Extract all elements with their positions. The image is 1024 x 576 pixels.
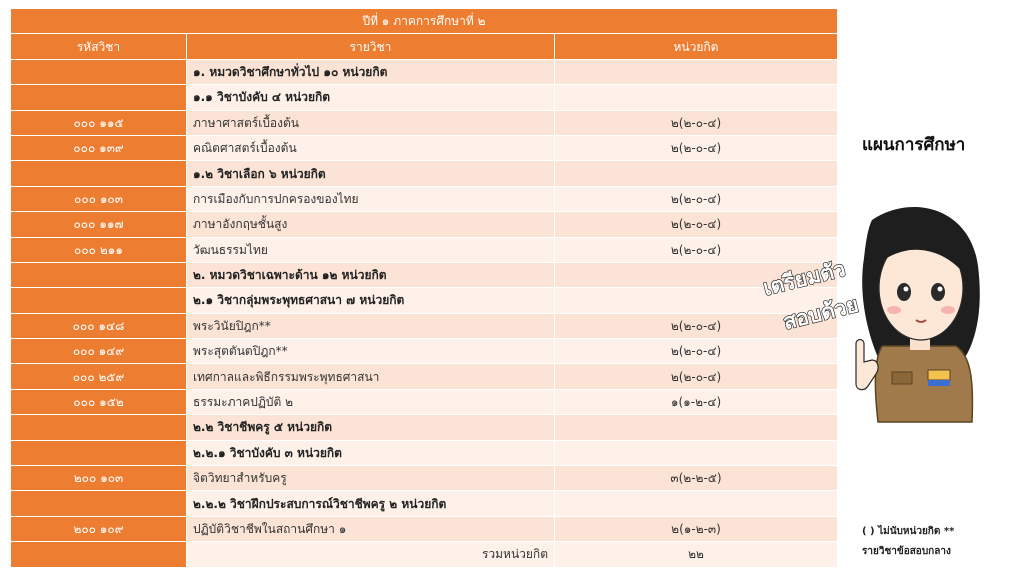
course-credits xyxy=(555,440,838,465)
course-code xyxy=(11,288,187,313)
speech-text-line1: เตรียมตัว xyxy=(760,256,848,301)
course-name: พระวินัยปิฎก** xyxy=(187,313,555,338)
header-course-name: รายวิชา xyxy=(187,34,555,59)
course-code: ๐๐๐ ๑๔๘ xyxy=(11,313,187,338)
course-credits: ๒(๒-๐-๔) xyxy=(555,339,838,364)
course-code xyxy=(11,85,187,110)
course-name: ภาษาอังกฤษชั้นสูง xyxy=(187,212,555,237)
mascot-uniform-icon xyxy=(875,346,972,422)
course-code: ๒๐๐ ๑๐๓ xyxy=(11,466,187,491)
course-code: ๐๐๐ ๑๕๒ xyxy=(11,389,187,414)
course-credits: ๒(๑-๒-๓) xyxy=(555,516,838,541)
course-credits: ๓(๒-๒-๕) xyxy=(555,466,838,491)
teacher-mascot-illustration xyxy=(760,196,1010,424)
course-credits: ๒(๒-๐-๔) xyxy=(555,212,838,237)
course-credits: ๑(๑-๒-๔) xyxy=(555,389,838,414)
table-title: ปีที่ ๑ ภาคการศึกษาที่ ๒ xyxy=(11,9,838,34)
course-credits xyxy=(555,491,838,516)
course-name: การเมืองกับการปกครองของไทย xyxy=(187,186,555,211)
course-code xyxy=(11,161,187,186)
course-code: ๒๐๐ ๑๐๙ xyxy=(11,516,187,541)
total-row xyxy=(11,542,838,567)
table-row xyxy=(11,415,838,440)
course-name: ธรรมะภาคปฏิบัติ ๒ xyxy=(187,389,555,414)
course-name: ปฏิบัติวิชาชีพในสถานศึกษา ๑ xyxy=(187,516,555,541)
course-credits: ๒(๒-๐-๔) xyxy=(555,364,838,389)
course-code: ๐๐๐ ๒๕๙ xyxy=(11,364,187,389)
table-row xyxy=(11,364,838,389)
table-row xyxy=(11,288,838,313)
course-name: ภาษาศาสตร์เบื้องต้น xyxy=(187,110,555,135)
course-code xyxy=(11,262,187,287)
table-row xyxy=(11,135,838,160)
speech-text-line2: สอบด้วย xyxy=(780,292,861,335)
legend-note-credit: ( ) ไม่นับหน่วยกิต ** xyxy=(862,526,955,537)
course-name: เทศกาลและพิธีกรรมพระพุทธศาสนา xyxy=(187,364,555,389)
header-course-code: รหัสวิชา xyxy=(11,34,187,59)
course-credits: ๒(๒-๐-๔) xyxy=(555,135,838,160)
table-row xyxy=(11,491,838,516)
total-credits-label: รวมหน่วยกิต xyxy=(187,542,555,567)
legend-note xyxy=(862,522,1022,562)
course-name: พระสุตตันตปิฎก** xyxy=(187,339,555,364)
course-credits: ๒(๒-๐-๔) xyxy=(555,237,838,262)
course-credits xyxy=(555,85,838,110)
course-name: วัฒนธรรมไทย xyxy=(187,237,555,262)
course-credits xyxy=(555,161,838,186)
course-code: ๐๐๐ ๒๑๑ xyxy=(11,237,187,262)
subcategory-heading: ๒.๒ วิชาชีพครู ๕ หน่วยกิต xyxy=(187,415,555,440)
table-row xyxy=(11,440,838,465)
table-row xyxy=(11,85,838,110)
table-row xyxy=(11,516,838,541)
legend-note-central-exam: รายวิชาข้อสอบกลาง xyxy=(862,546,951,557)
table-row xyxy=(11,212,838,237)
course-code: ๐๐๐ ๑๑๗ xyxy=(11,212,187,237)
table-row xyxy=(11,313,838,338)
curriculum-table xyxy=(10,8,838,568)
course-code xyxy=(11,440,187,465)
course-credits: ๒(๒-๐-๔) xyxy=(555,313,838,338)
table-row xyxy=(11,186,838,211)
total-code-cell xyxy=(11,542,187,567)
course-name: คณิตศาสตร์เบื้องต้น xyxy=(187,135,555,160)
table-row xyxy=(11,339,838,364)
course-code: ๐๐๐ ๑๓๙ xyxy=(11,135,187,160)
subcategory-heading: ๒.๑ วิชากลุ่มพระพุทธศาสนา ๗ หน่วยกิต xyxy=(187,288,555,313)
subcategory-heading: ๑.๒ วิชาเลือก ๖ หน่วยกิต xyxy=(187,161,555,186)
table-row xyxy=(11,466,838,491)
course-name: จิตวิทยาสำหรับครู xyxy=(187,466,555,491)
table-row xyxy=(11,389,838,414)
course-credits: ๒(๒-๐-๔) xyxy=(555,186,838,211)
table-row xyxy=(11,161,838,186)
course-code: ๐๐๐ ๑๔๙ xyxy=(11,339,187,364)
course-code xyxy=(11,415,187,440)
table-row xyxy=(11,262,838,287)
table-title-row xyxy=(11,9,838,34)
course-credits xyxy=(555,59,838,84)
table-row xyxy=(11,59,838,84)
header-credits: หน่วยกิต xyxy=(555,34,838,59)
total-credits-value: ๒๒ xyxy=(555,542,838,567)
subcategory-heading: ๑.๑ วิชาบังคับ ๔ หน่วยกิต xyxy=(187,85,555,110)
course-code xyxy=(11,491,187,516)
subcategory-heading: ๒.๒.๒ วิชาฝึกประสบการณ์วิชาชีพครู ๒ หน่วยกิต xyxy=(187,491,555,516)
category-heading: ๑. หมวดวิชาศึกษาทั่วไป ๑๐ หน่วยกิต xyxy=(187,59,555,84)
category-heading: ๒. หมวดวิชาเฉพาะด้าน ๑๒ หน่วยกิต xyxy=(187,262,555,287)
table-row xyxy=(11,110,838,135)
course-credits: ๒(๒-๐-๔) xyxy=(555,110,838,135)
course-code xyxy=(11,59,187,84)
study-plan-heading: แผนการศึกษา xyxy=(862,135,966,155)
table-header-row xyxy=(11,34,838,59)
course-code: ๐๐๐ ๑๑๕ xyxy=(11,110,187,135)
course-code: ๐๐๐ ๑๐๓ xyxy=(11,186,187,211)
subcategory-heading: ๒.๒.๑ วิชาบังคับ ๓ หน่วยกิต xyxy=(187,440,555,465)
table-row xyxy=(11,237,838,262)
